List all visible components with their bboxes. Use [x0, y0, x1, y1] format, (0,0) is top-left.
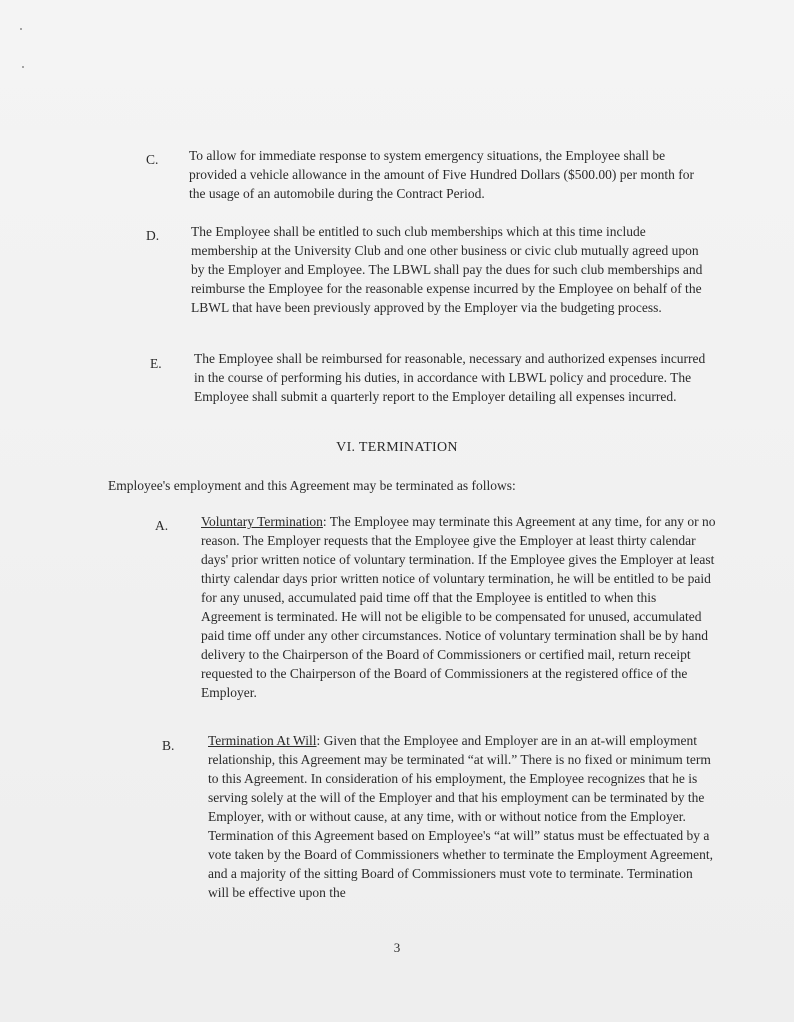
item-body-voluntary-termination: : The Employee may terminate this Agreement at any time, for any or no reason. The Employer requests that the Employee give the Employer at least thirty calendar days' prior written notice of voluntary termination. If the Employee gives the Employer at least thirty calendar days prior written notice of voluntary termination, he will be entitled to be paid for any unused, accumulated paid time off that the Employee is entitled to when this Agreement is terminated. He will not be eligible to be compensated for unused, accumulated paid time off under any other circumstances. Notice of voluntary termination shall be by hand delivery to the Chairperson of the Board of Commissioners or certified mail, return receipt requested to the Chairperson of the Board of Commissioners at the registered office of the Employer.	[201, 514, 716, 700]
intro-text: Employee's employment and this Agreement may be terminated as follows:	[108, 478, 516, 493]
scan-speck	[20, 28, 22, 30]
item-text-b	[208, 731, 713, 902]
item-letter-c: C.	[146, 152, 159, 167]
item-body-termination-at-will: : Given that the Employee and Employer are in an at-will employment relationship, this Agreement may be terminated “at will.” There is no fixed or minimum term to this Agreement. In consideration of his employment, the Employee recognizes that he is serving solely at the will of the Employer and that his employment can be terminated by the Employer, with or without cause, at any time, with or without notice from the Employer. Termination of this Agreement based on Employee's “at will” status must be effectuated by a vote taken by the Board of Commissioners whether to terminate the Employment Agreement, and a majority of the sitting Board of Commissioners must vote to terminate. Termination will be effective upon the	[208, 733, 714, 900]
scan-speck	[22, 66, 24, 68]
section-heading: VI. TERMINATION	[336, 440, 458, 455]
item-title-voluntary-termination: Voluntary Termination	[201, 514, 323, 529]
bleed-through-artifact	[140, 120, 143, 135]
item-text-c: To allow for immediate response to system emergency situations, the Employee shall be provided a vehicle allowance in the amount of Five Hundred Dollars ($500.00) per month for the usage of an automobile during the Contract Period.	[189, 148, 694, 201]
page-number: 3	[393, 940, 401, 955]
item-text-e: The Employee shall be reimbursed for reasonable, necessary and authorized expenses incurred in the course of performing his duties, in accordance with LBWL policy and procedure. The Employee shall submit a quarterly report to the Employer detailing all expenses incurred.	[194, 351, 706, 404]
item-letter-d: D.	[146, 228, 160, 243]
item-text-d: The Employee shall be entitled to such club memberships which at this time include membership at the University Club and one other business or civic club mutually agreed upon by the Employer and Employee. The LBWL shall pay the dues for such club memberships and reimburse the Employee for the reasonable expense incurred by the Employee on behalf of the LBWL that have been previously approved by the Employer via the budgeting process.	[191, 224, 703, 315]
item-letter-e: E.	[150, 356, 162, 371]
item-text-a	[201, 512, 717, 702]
item-letter-a: A.	[155, 518, 169, 533]
item-title-termination-at-will: Termination At Will	[208, 733, 317, 748]
item-letter-b: B.	[162, 738, 175, 753]
